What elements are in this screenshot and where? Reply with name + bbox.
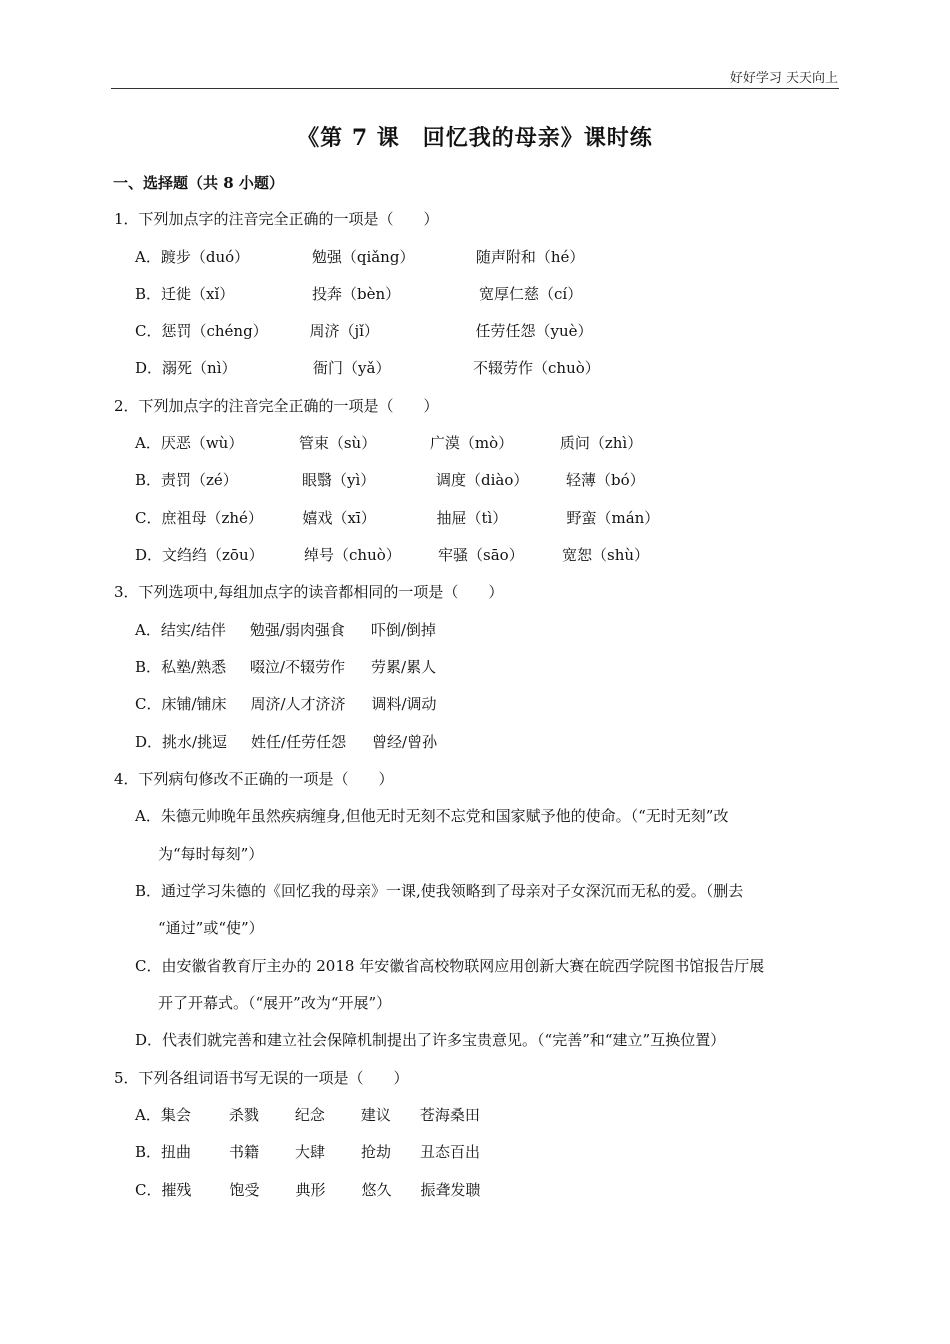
option-text-continued: 开了开幕式。（“展开”改为“开展”） <box>158 994 392 1012</box>
option-cell: 扭曲 <box>161 1143 192 1161</box>
answer-option[interactable] <box>135 358 600 378</box>
option-text: 由安徽省教育厅主办的 2018 年安徽省高校物联网应用创新大赛在皖西学院图书馆报告厅展 <box>161 957 765 975</box>
option-cell: 书籍 <box>229 1143 260 1161</box>
option-text: 朱德元帅晚年虽然疾病缠身,但他无时无刻不忘党和国家赋予他的使命。（“无时无刻”改 <box>160 807 729 825</box>
option-cell: 随声附和（hé） <box>475 248 585 266</box>
option-cell: 调度（diào） <box>436 471 529 489</box>
option-cell: 不辍劳作（chuò） <box>473 359 600 377</box>
option-cell: 宽厚仁慈（cí） <box>479 285 583 303</box>
option-letter: D． <box>135 733 163 751</box>
option-cell: 苍海桑田 <box>419 1106 480 1124</box>
option-cell: 啜泣/不辍劳作 <box>250 658 346 676</box>
option-letter: B． <box>135 882 162 900</box>
option-letter: B． <box>135 285 162 303</box>
option-letter: D． <box>135 546 163 564</box>
option-cell: 绰号（chuò） <box>304 546 401 564</box>
option-cell: 姓任/任劳任怨 <box>251 733 347 751</box>
option-cell: 周济/人才济济 <box>250 695 346 713</box>
question-stem: 1．下列加点字的注音完全正确的一项是（ ） <box>114 210 439 228</box>
option-letter: A． <box>135 807 161 825</box>
answer-option[interactable] <box>135 881 743 901</box>
question-stem: 3．下列选项中,每组加点字的读音都相同的一项是（ ） <box>114 583 504 601</box>
option-cell: 丑态百出 <box>420 1143 481 1161</box>
option-cell: 饱受 <box>229 1181 260 1199</box>
option-letter: B． <box>135 658 162 676</box>
option-cell: 建议 <box>360 1106 391 1124</box>
option-cell: 轻薄（bó） <box>566 471 645 489</box>
option-cell: 宽恕（shù） <box>562 546 650 564</box>
answer-option[interactable] <box>135 657 436 677</box>
option-letter: A． <box>135 248 161 266</box>
option-cell: 集会 <box>160 1106 191 1124</box>
option-cell: 摧残 <box>161 1181 192 1199</box>
option-text-continued: 为“每时每刻”） <box>158 845 264 863</box>
page-title: 《第 7 课 回忆我的母亲》课时练 <box>297 125 653 151</box>
option-letter: C． <box>135 957 162 975</box>
option-cell: 文绉绉（zōu） <box>162 546 264 564</box>
option-letter: D． <box>135 359 163 377</box>
option-letter: B． <box>135 471 162 489</box>
answer-option[interactable] <box>135 806 728 826</box>
option-cell: 吓倒/倒掉 <box>370 621 436 639</box>
option-cell: 悠久 <box>361 1181 392 1199</box>
answer-option[interactable] <box>135 694 437 714</box>
option-cell: 结实/结伴 <box>160 621 226 639</box>
option-cell: 迁徙（xǐ） <box>161 285 235 303</box>
option-cell: 衙门（yǎ） <box>313 359 391 377</box>
option-cell: 质问（zhì） <box>559 434 643 452</box>
answer-option[interactable] <box>135 1142 480 1162</box>
header-slogan: 好好学习 天天向上 <box>729 71 838 86</box>
option-letter: A． <box>135 621 161 639</box>
option-letter: B． <box>135 1143 162 1161</box>
option-letter: C． <box>135 322 162 340</box>
option-cell: 牢骚（sāo） <box>438 546 524 564</box>
answer-option[interactable] <box>135 284 582 304</box>
answer-option[interactable] <box>135 433 642 453</box>
option-cell: 野蛮（mán） <box>566 509 660 527</box>
option-cell: 厌恶（wù） <box>160 434 244 452</box>
option-cell: 抢劫 <box>361 1143 392 1161</box>
option-cell: 溺死（nì） <box>162 359 237 377</box>
question-stem: 2．下列加点字的注音完全正确的一项是（ ） <box>114 397 439 415</box>
question-stem: 5．下列各组词语书写无误的一项是（ ） <box>114 1069 409 1087</box>
option-cell: 调料/调动 <box>371 695 437 713</box>
option-letter: C． <box>135 1181 162 1199</box>
answer-option[interactable] <box>135 508 659 528</box>
section-heading: 一、选择题（共 8 小题） <box>113 174 284 192</box>
option-cell: 管束（sù） <box>298 434 377 452</box>
option-text: 代表们就完善和建立社会保障机制提出了许多宝贵意见。（“完善”和“建立”互换位置） <box>162 1031 726 1049</box>
option-cell: 踱步（duó） <box>160 248 250 266</box>
option-cell: 广漠（mò） <box>429 434 514 452</box>
option-cell: 私塾/熟悉 <box>161 658 227 676</box>
option-text: 通过学习朱德的《回忆我的母亲》一课,使我领略到了母亲对子女深沉而无私的爱。（删去 <box>161 882 744 900</box>
answer-option[interactable] <box>135 1180 481 1200</box>
option-cell: 劳累/累人 <box>371 658 437 676</box>
answer-option[interactable] <box>135 247 584 267</box>
answer-option[interactable] <box>135 1030 725 1050</box>
option-cell: 床铺/铺床 <box>161 695 227 713</box>
option-cell: 曾经/曾孙 <box>372 733 438 751</box>
option-cell: 挑水/挑逗 <box>162 733 228 751</box>
question-stem: 4．下列病句修改不正确的一项是（ ） <box>114 770 394 788</box>
option-cell: 典形 <box>295 1181 326 1199</box>
option-cell: 投奔（bèn） <box>312 285 401 303</box>
option-cell: 嬉戏（xī） <box>302 509 376 527</box>
answer-option[interactable] <box>135 956 764 976</box>
option-letter: C． <box>135 509 162 527</box>
option-cell: 责罚（zé） <box>161 471 238 489</box>
option-letter: D． <box>135 1031 163 1049</box>
option-cell: 周济（jǐ） <box>309 322 379 340</box>
option-cell: 勉强/弱肉强食 <box>249 621 345 639</box>
answer-option[interactable] <box>135 321 593 341</box>
answer-option[interactable] <box>135 545 649 565</box>
option-text-continued: “通过”或“使”） <box>158 919 264 937</box>
option-cell: 纪念 <box>294 1106 325 1124</box>
option-cell: 杀戮 <box>228 1106 259 1124</box>
option-cell: 庶祖母（zhé） <box>161 509 263 527</box>
option-cell: 勉强（qiǎng） <box>311 248 415 266</box>
option-cell: 惩罚（chéng） <box>161 322 268 340</box>
answer-option[interactable] <box>135 1105 480 1125</box>
option-letter: A． <box>135 1106 161 1124</box>
answer-option[interactable] <box>135 470 645 490</box>
answer-option[interactable] <box>135 620 436 640</box>
option-cell: 任劳任怨（yuè） <box>475 322 593 340</box>
option-cell: 振聋发聩 <box>420 1181 481 1199</box>
header-divider <box>111 88 839 89</box>
option-letter: A． <box>135 434 161 452</box>
answer-option[interactable] <box>135 732 437 752</box>
option-cell: 眼翳（yì） <box>302 471 376 489</box>
option-letter: C． <box>135 695 162 713</box>
option-cell: 抽屉（tì） <box>436 509 508 527</box>
option-cell: 大肆 <box>295 1143 326 1161</box>
